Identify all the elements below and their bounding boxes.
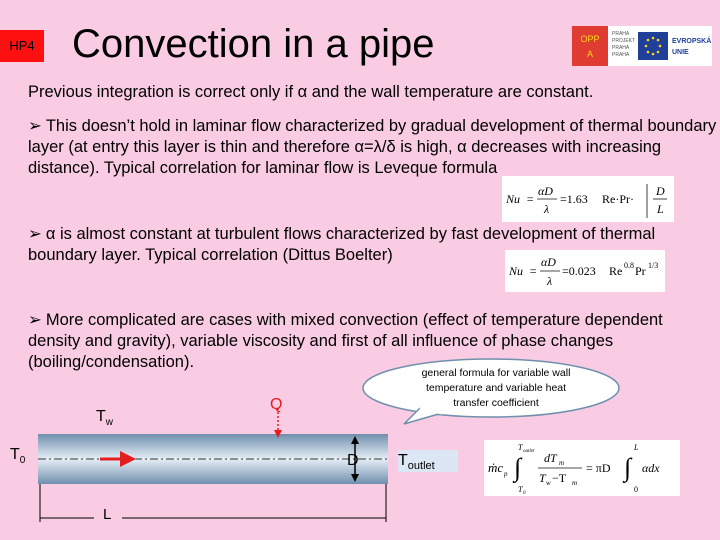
arrow-bullet-icon: ➢ bbox=[28, 311, 42, 329]
bullet-laminar bbox=[28, 116, 718, 179]
integral-formula-graphic bbox=[484, 440, 680, 496]
dittus-formula-graphic bbox=[505, 250, 665, 292]
bullet-mixed-text: More complicated are cases with mixed convection (effect of temperature dependent density and gravity), variable viscosity and first of all influence of phase changes (boiling/condensation). bbox=[28, 311, 663, 371]
l-label: L bbox=[103, 506, 112, 523]
re-pr: Re·Pr· bbox=[602, 192, 634, 206]
bullet-turbulent-text: α is almost constant at turbulent flows characterized by fast development of thermal boundary layer. Typical correlation (Dittus Boelter) bbox=[28, 225, 656, 264]
alpha-d: αD bbox=[538, 184, 553, 198]
intro-text: Previous integration is correct only if α and the wall temperature are constant. bbox=[28, 83, 594, 101]
equals-pi-d: = πD bbox=[586, 461, 611, 475]
nu-symbol: Nu bbox=[509, 264, 524, 278]
integral-sign-icon: ∫ bbox=[514, 453, 522, 482]
dtm-numerator: dT bbox=[544, 451, 557, 465]
mass-flow-cp: ṁc bbox=[488, 460, 504, 475]
equals-sign: = bbox=[526, 192, 535, 206]
dtm-sub: m bbox=[559, 459, 565, 467]
tw-label-sub: w bbox=[105, 417, 114, 429]
leveque-formula-graphic bbox=[502, 176, 674, 222]
lower-limit-sub: 0 bbox=[523, 491, 526, 496]
arrow-bullet-icon: ➢ bbox=[28, 117, 42, 135]
re-exponent: 0.8 bbox=[624, 261, 634, 270]
tw-label-main: T bbox=[96, 408, 106, 425]
lambda: λ bbox=[544, 202, 550, 216]
eu-flag bbox=[638, 32, 668, 60]
slide-tag: HP4 bbox=[0, 30, 44, 62]
eu-text-1: EVROPSKÁ bbox=[672, 38, 712, 45]
dittus-boelter-formula bbox=[505, 250, 665, 292]
t0-label bbox=[10, 446, 25, 466]
opp-eu-logo-graphic bbox=[572, 26, 712, 66]
integral-formula bbox=[484, 440, 680, 496]
logo-mid-line-1: PRAHA bbox=[612, 31, 630, 37]
alpha-dx: αdx bbox=[642, 461, 660, 475]
dittus-coefficient: =0.023 bbox=[562, 264, 596, 278]
tm-sub: m bbox=[572, 479, 578, 487]
minus-tm: −T bbox=[552, 471, 567, 485]
q-label: Q bbox=[270, 396, 283, 413]
cp-sub: p bbox=[504, 470, 508, 478]
nu-symbol: Nu bbox=[506, 192, 521, 206]
tw-den-sub: w bbox=[546, 479, 551, 487]
slide-title: Convection in a pipe bbox=[72, 22, 435, 66]
pipe-diagram-graphic bbox=[0, 396, 400, 526]
eu-text-2: UNIE bbox=[672, 49, 689, 56]
callout-text: general formula for variable wall temperature and variable heat transfer coefficient bbox=[421, 367, 571, 409]
lower-limit: T bbox=[518, 485, 523, 494]
upper-limit-sub: outlet bbox=[523, 449, 535, 454]
toutlet-label bbox=[398, 450, 458, 472]
alpha-d: αD bbox=[541, 255, 556, 269]
re-symbol: Re bbox=[609, 264, 623, 278]
logo-mid-line-2: PROJEKT bbox=[612, 38, 636, 44]
toutlet-main: T bbox=[398, 452, 408, 469]
tw-den: T bbox=[539, 471, 546, 485]
t0-label-main: T bbox=[10, 446, 20, 463]
int2-upper: L bbox=[634, 443, 639, 452]
arrow-bullet-icon: ➢ bbox=[28, 225, 42, 243]
pipe-diagram bbox=[0, 396, 400, 526]
tw-label bbox=[96, 408, 113, 428]
toutlet-sub: outlet bbox=[407, 460, 435, 473]
t0-label-sub: 0 bbox=[19, 455, 26, 467]
bullet-laminar-text: This doesn’t hold in laminar flow characterized by gradual development of thermal boundary layer (at entry this layer is thin and therefore α=λ/δ is high, α decreases with increasing distance). Typical correlation for laminar flow is Leveque formula bbox=[28, 117, 717, 177]
logo-a-text: A bbox=[586, 49, 594, 59]
pr-symbol: Pr bbox=[635, 264, 646, 278]
logo-opp-text: OPP bbox=[580, 34, 600, 44]
lambda: λ bbox=[547, 274, 553, 288]
logo-red-block bbox=[572, 26, 608, 66]
frac-l: L bbox=[657, 202, 664, 216]
int2-lower: 0 bbox=[634, 485, 638, 494]
pr-exponent: 1/3 bbox=[648, 261, 659, 270]
leveque-formula bbox=[502, 176, 674, 222]
logo-mid-line-4: PRAHA bbox=[612, 52, 630, 58]
opp-eu-logo bbox=[572, 26, 712, 66]
leveque-coefficient: =1.63 bbox=[560, 192, 588, 206]
upper-limit: T bbox=[518, 443, 523, 452]
d-label: D bbox=[347, 452, 359, 469]
frac-d: D bbox=[656, 184, 665, 198]
integral-sign-2-icon: ∫ bbox=[624, 453, 632, 482]
logo-mid-line-3: PRAHA bbox=[612, 45, 630, 51]
equals-sign: = bbox=[529, 264, 538, 278]
